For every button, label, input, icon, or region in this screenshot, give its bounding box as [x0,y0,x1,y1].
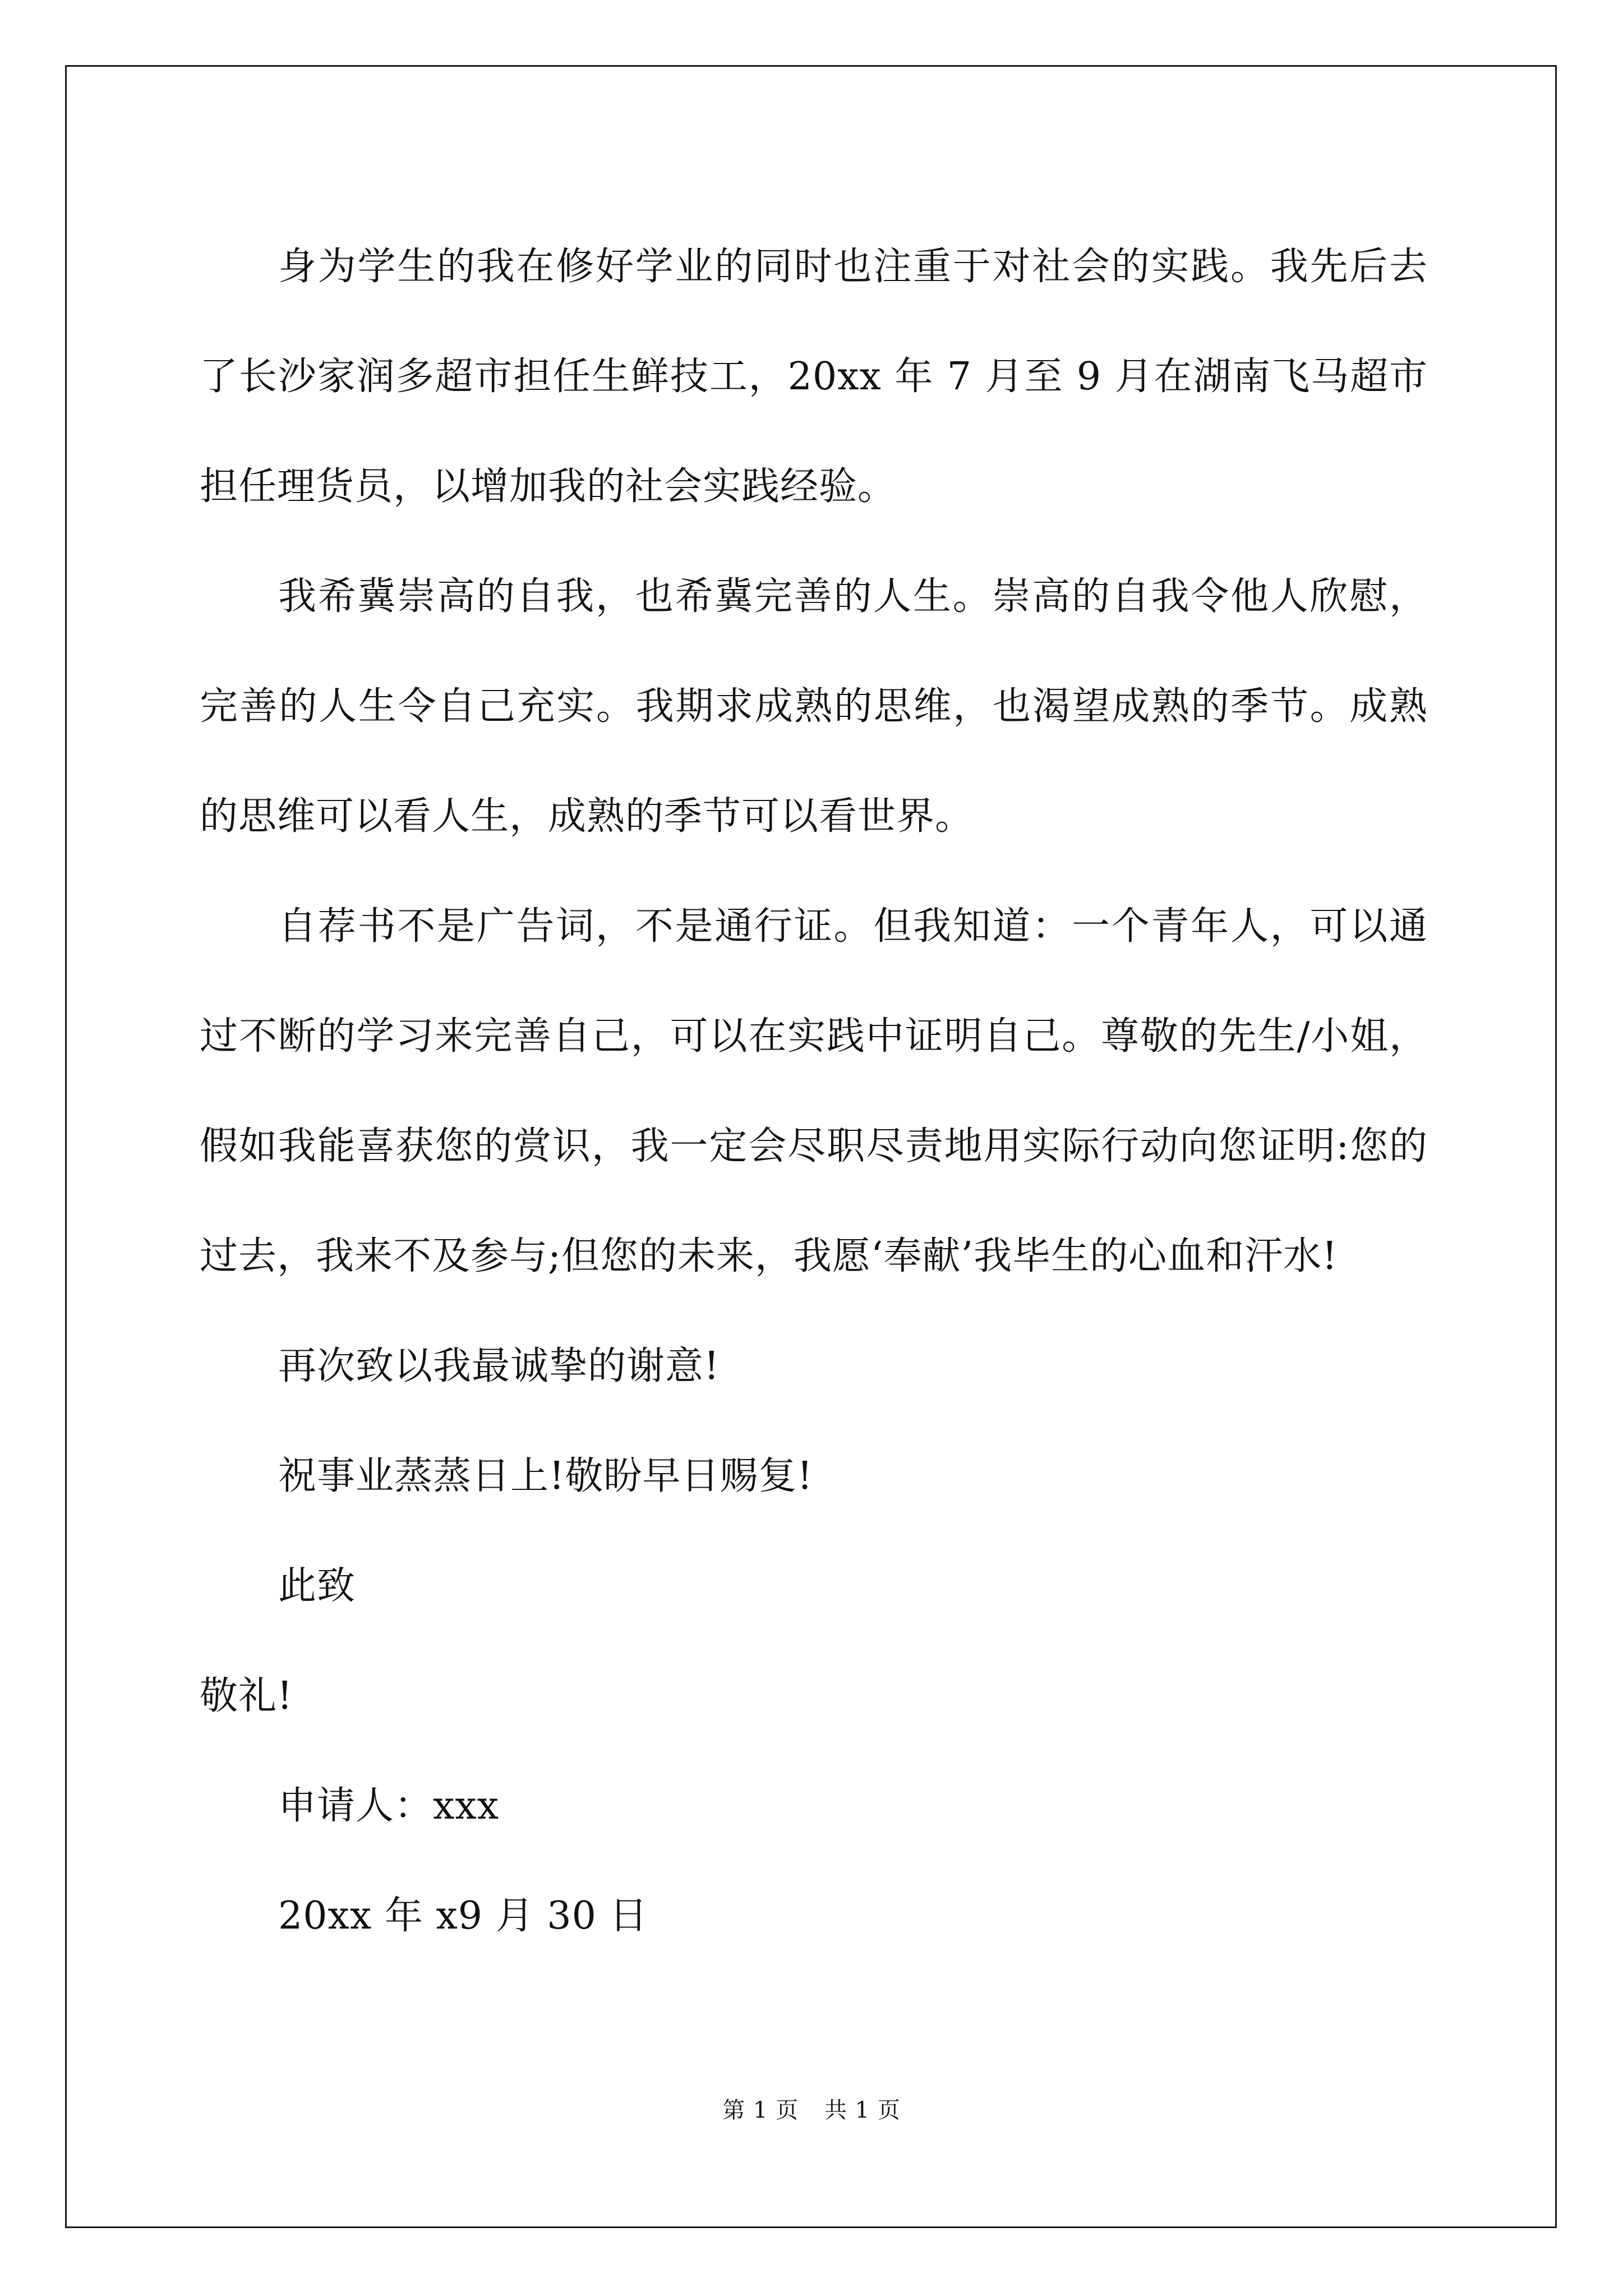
paragraph-commitment: 自荐书不是广告词，不是通行证。但我知道：一个青年人，可以通过不断的学习来完善自己，可以在实践中证明自己。尊敬的先生/小姐，假如我能喜获您的赏识，我一定会尽职尽责地用实际行动向您证明:您的过去，我来不及参与;但您的未来，我愿‘奉献’我毕生的心血和汗水! [200,904,1428,1278]
paragraph-aspiration: 我希冀崇高的自我，也希冀完善的人生。崇高的自我令他人欣慰，完善的人生令自己充实。我期求成熟的思维，也渴望成熟的季节。成熟的思维可以看人生，成熟的季节可以看世界。 [200,574,1428,839]
date-line: 20xx 年 x9 月 30 日 [278,1894,648,1938]
salute-line: 敬礼! [200,1674,293,1718]
paragraph-practice: 身为学生的我在修好学业的同时也注重于对社会的实践。我先后去了长沙家润多超市担任生鲜技工，20xx 年 7 月至 9 月在湖南飞马超市担任理货员，以增加我的社会实践经验。 [200,245,1428,509]
thanks-line: 再次致以我最诚挚的谢意! [278,1344,720,1388]
page-footer [0,2092,1623,2124]
page-number-current: 第 1 页 [722,2097,799,2123]
page-number-total: 共 1 页 [824,2097,901,2123]
applicant-line: 申请人：xxx [278,1784,500,1828]
closing-line: 此致 [278,1564,356,1608]
wishes-line: 祝事业蒸蒸日上!敬盼早日赐复! [278,1454,813,1498]
letter-body [200,212,1428,1971]
